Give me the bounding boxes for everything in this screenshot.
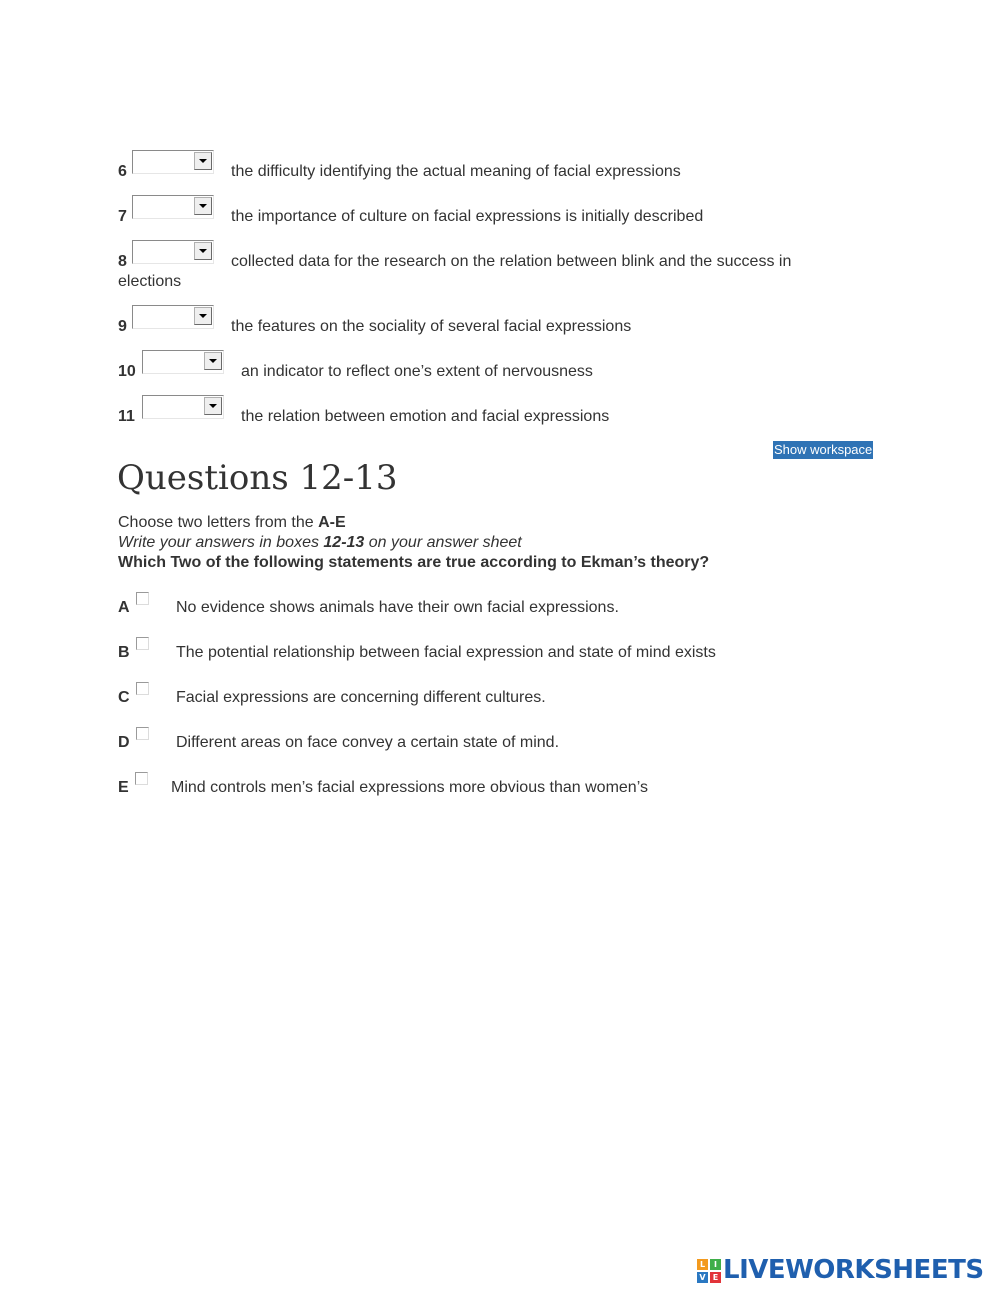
question-text: the features on the sociality of several facial expressions — [231, 318, 632, 335]
logo-tile: E — [710, 1272, 721, 1283]
chevron-down-icon — [194, 197, 212, 215]
chevron-down-icon — [204, 397, 222, 415]
logo-tiles-icon — [697, 1259, 721, 1283]
instruction-bold: 12-13 — [323, 534, 365, 551]
question-text: an indicator to reflect one’s extent of nervousness — [241, 363, 593, 380]
question-number: 10 — [118, 363, 136, 380]
question-text-continued: elections — [118, 273, 182, 290]
option-text: Facial expressions are concerning different cultures. — [176, 689, 546, 706]
answer-dropdown-10[interactable] — [142, 350, 224, 374]
show-workspace-button[interactable]: Show workspace — [774, 442, 873, 457]
option-letter: B — [118, 644, 130, 661]
chevron-down-icon — [194, 152, 212, 170]
option-letter: C — [118, 689, 130, 706]
logo-tile: V — [697, 1272, 708, 1283]
question-number: 7 — [118, 208, 127, 225]
question-number: 9 — [118, 318, 127, 335]
instruction-line-2 — [118, 533, 522, 553]
question-number: 8 — [118, 253, 127, 270]
logo-tile: I — [710, 1259, 721, 1270]
option-letter: D — [118, 734, 130, 751]
question-text: collected data for the research on the relation between blink and the success in — [231, 253, 792, 270]
option-letter: A — [118, 599, 130, 616]
option-b-checkbox[interactable] — [136, 637, 149, 650]
option-text: The potential relationship between facial expression and state of mind exists — [176, 644, 716, 661]
option-a-checkbox[interactable] — [136, 592, 149, 605]
option-c-checkbox[interactable] — [136, 682, 149, 695]
instruction-text: Choose two letters from the — [118, 514, 319, 531]
question-prompt: Which Two of the following statements are true according to Ekman’s theory? — [118, 554, 710, 571]
chevron-down-icon — [194, 242, 212, 260]
option-e-checkbox[interactable] — [135, 772, 148, 785]
instruction-line-1 — [118, 513, 346, 533]
option-text: No evidence shows animals have their own facial expressions. — [176, 599, 619, 616]
answer-dropdown-6[interactable] — [132, 150, 214, 174]
option-letter: E — [118, 779, 129, 796]
logo-text: LIVEWORKSHEETS — [723, 1255, 984, 1285]
chevron-down-icon — [194, 307, 212, 325]
logo-tile: L — [697, 1259, 708, 1270]
answer-dropdown-8[interactable] — [132, 240, 214, 264]
question-number: 6 — [118, 163, 127, 180]
answer-dropdown-11[interactable] — [142, 395, 224, 419]
option-text: Mind controls men’s facial expressions more obvious than women’s — [171, 779, 648, 796]
chevron-down-icon — [204, 352, 222, 370]
section-heading: Questions 12-13 — [117, 458, 398, 498]
question-text: the relation between emotion and facial expressions — [241, 408, 610, 425]
answer-dropdown-7[interactable] — [132, 195, 214, 219]
option-text: Different areas on face convey a certain state of mind. — [176, 734, 560, 751]
instruction-bold: A-E — [318, 514, 346, 531]
question-text: the difficulty identifying the actual meaning of facial expressions — [231, 163, 681, 180]
question-text: the importance of culture on facial expressions is initially described — [231, 208, 704, 225]
question-number: 11 — [118, 408, 135, 425]
answer-dropdown-9[interactable] — [132, 305, 214, 329]
instruction-text: on your answer sheet — [364, 534, 522, 551]
instruction-text: Write your answers in boxes — [118, 534, 324, 551]
option-d-checkbox[interactable] — [136, 727, 149, 740]
